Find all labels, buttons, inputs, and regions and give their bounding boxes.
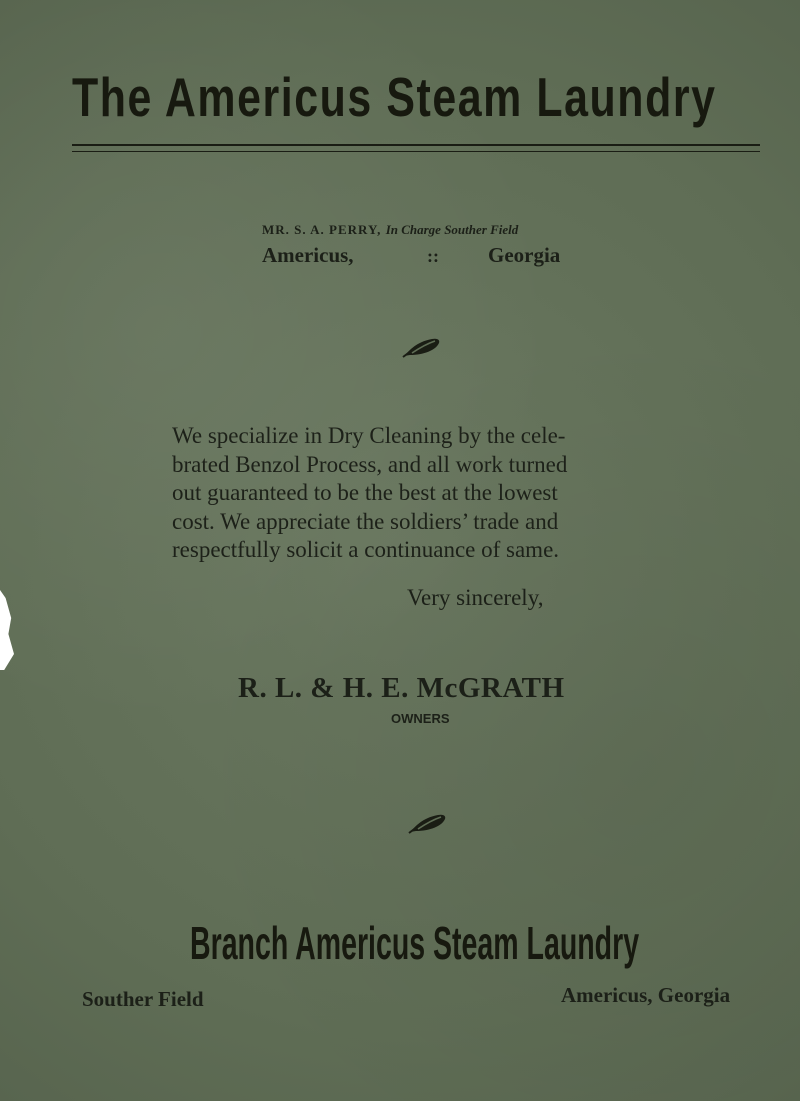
body-line: out guaranteed to be the best at the lowest — [172, 480, 558, 505]
owners-names: R. L. & H. E. McGRATH — [238, 672, 565, 704]
body-paragraph — [172, 422, 682, 565]
page-title: The Americus Steam Laundry — [72, 66, 717, 128]
torn-edge — [0, 590, 14, 670]
footer-city: Americus, Georgia — [561, 983, 731, 1007]
leaf-ornament-icon — [402, 336, 442, 358]
owners-label: OWNERS — [391, 711, 450, 726]
title-rule-thin — [72, 151, 760, 152]
city-separator: :: — [427, 246, 439, 266]
footer-location: Souther Field — [82, 987, 204, 1011]
branch-title: Branch Americus Steam Laundry — [190, 917, 640, 969]
leaf-ornament-icon — [408, 812, 448, 834]
state-name: Georgia — [488, 243, 561, 267]
city-name: Americus, — [262, 243, 354, 267]
manager-line — [262, 222, 518, 238]
body-line: cost. We appreciate the soldiers’ trade and — [172, 508, 559, 534]
closing-salutation: Very sincerely, — [407, 585, 544, 610]
body-line: respectfully solicit a continuance of same. — [172, 537, 560, 562]
manager-role: In Charge Souther Field — [385, 222, 519, 237]
title-rule-thick — [72, 144, 760, 146]
body-line: brated Benzol Process, and all work turned — [172, 451, 568, 477]
manager-name: MR. S. A. PERRY, — [262, 222, 382, 237]
body-line: We specialize in Dry Cleaning by the cele- — [172, 423, 566, 448]
